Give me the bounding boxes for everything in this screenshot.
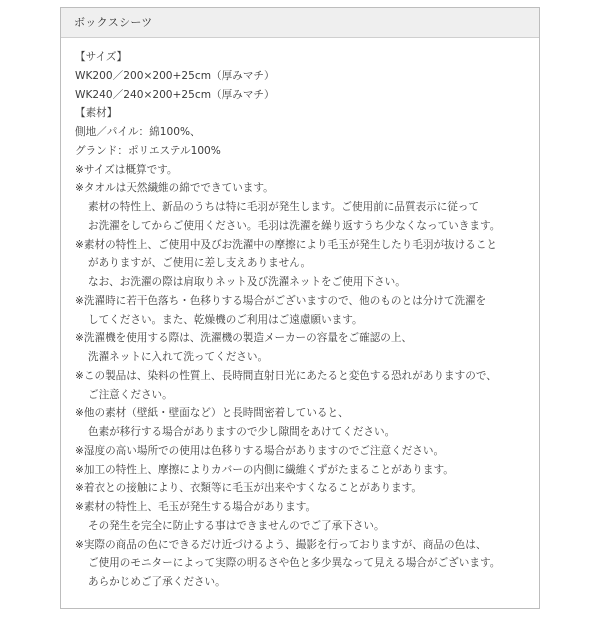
spec-text-line: あらかじめご了承ください。 bbox=[88, 576, 226, 588]
spec-text-line: ※加工の特性上、摩擦によりカバーの内側に繊維くずがたまることがあります。 bbox=[75, 463, 454, 476]
product-spec-panel bbox=[60, 7, 540, 609]
spec-text-line: なお、お洗濯の際は肩取りネット及び洗濯ネットをご使用下さい。 bbox=[88, 276, 406, 288]
spec-text-line: WK240／240×200+25cm（厚みマチ） bbox=[75, 88, 275, 101]
spec-text-line: ※洗濯時に若干色落ち・色移りする場合がございますので、他のものとは分けて洗濯を bbox=[75, 294, 487, 307]
spec-text-line: がありますが、ご使用に差し支えありません。 bbox=[88, 257, 312, 270]
spec-text-line: WK200／200×200+25cm（厚みマチ） bbox=[75, 69, 275, 82]
spec-text-line: ※サイズは概算です。 bbox=[75, 163, 178, 176]
spec-text-line: ※湿度の高い場所での使用は色移りする場合がありますのでご注意ください。 bbox=[75, 444, 445, 457]
spec-text-line: 【素材】 bbox=[75, 107, 118, 120]
spec-text-line: グランド：ポリエステル100% bbox=[75, 144, 221, 157]
spec-text-line: ご使用のモニターによって実際の明るさや色と多少異なって見える場合がございます。 bbox=[88, 557, 501, 570]
spec-text-line: 【サイズ】 bbox=[75, 51, 128, 63]
spec-text-line: 色素が移行する場合がありますので少し隙間をあけてください。 bbox=[88, 426, 396, 438]
spec-text-line: ご注意ください。 bbox=[88, 388, 173, 401]
spec-text-line: ※タオルは天然繊維の綿でできています。 bbox=[75, 182, 274, 195]
spec-text-line: ※洗濯機を使用する際は、洗濯機の製造メーカーの容量をご確認の上、 bbox=[75, 332, 413, 345]
spec-text-line: お洗濯をしてからご使用ください。毛羽は洗濯を繰り返すうち少なくなっていきます。 bbox=[88, 219, 501, 232]
spec-text-line: 洗濯ネットに入れて洗ってください。 bbox=[88, 351, 269, 363]
spec-text-line: その発生を完全に防止する事はできませんのでご了承下さい。 bbox=[88, 519, 385, 532]
spec-text-line: ※実際の商品の色にできるだけ近づけるよう、撮影を行っておりますが、商品の色は、 bbox=[75, 538, 487, 551]
panel-title: ボックスシーツ bbox=[61, 8, 539, 38]
spec-text-block bbox=[75, 48, 535, 592]
spec-text-line: ※他の素材（壁紙・壁面など）と長時間密着していると、 bbox=[75, 407, 349, 420]
spec-text-line: ※着衣との接触により、衣類等に毛玉が出来やすくなることがあります。 bbox=[75, 482, 423, 495]
spec-text-line: 素材の特性上、新品のうちは特に毛羽が発生します。ご使用前に品質表示に従って bbox=[88, 201, 480, 213]
spec-text-line: ※素材の特性上、毛玉が発生する場合があります。 bbox=[75, 501, 317, 513]
spec-text-line: ※この製品は、染料の性質上、長時間直射日光にあたると変色する恐れがありますので、 bbox=[75, 369, 497, 382]
spec-text-line: ※素材の特性上、ご使用中及びお洗濯中の摩擦により毛玉が発生したり毛羽が抜けること bbox=[75, 238, 498, 251]
spec-text-line: 側地／パイル：綿100%、 bbox=[75, 126, 201, 138]
spec-text-line: してください。また、乾燥機のご利用はご遠慮願います。 bbox=[88, 313, 363, 326]
